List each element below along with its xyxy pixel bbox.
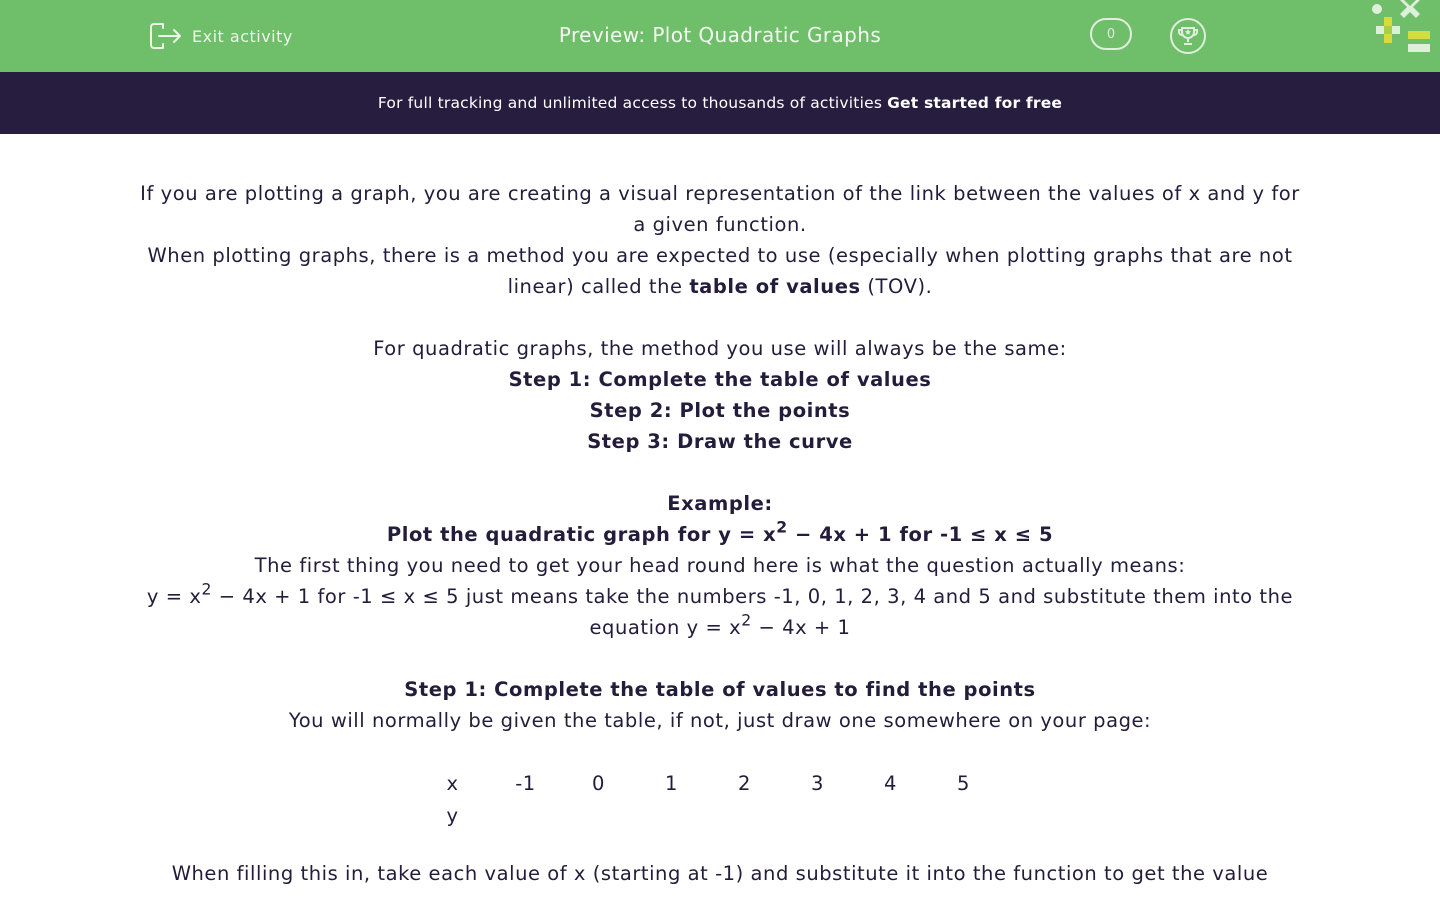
x-value: 3 — [811, 771, 824, 795]
step-3: Step 3: Draw the curve — [587, 430, 853, 453]
top-bar — [0, 0, 1440, 72]
exit-label: Exit activity — [192, 26, 293, 46]
x-label: x — [446, 771, 459, 795]
text: When plotting graphs, there is a method you are expected to use (especially when plotting graphs that are not linear) called the — [147, 244, 1293, 298]
step-2: Step 2: Plot the points — [589, 399, 851, 422]
y-label: y — [446, 803, 459, 827]
text: (TOV). — [867, 275, 933, 298]
page-title: Preview: Plot Quadratic Graphs — [558, 23, 882, 47]
step-1: Step 1: Complete the table of values — [508, 368, 932, 391]
y-row — [416, 799, 1000, 831]
text: Plot the quadratic graph for y = x — [386, 523, 777, 546]
x-value: -1 — [515, 771, 536, 795]
x-value: 1 — [665, 771, 678, 795]
superscript: 2 — [741, 611, 752, 630]
step-1-heading: Step 1: Complete the table of values to find the points — [404, 678, 1036, 701]
score-badge: 0 — [1090, 18, 1132, 50]
table-of-values — [416, 767, 1000, 831]
text: − 4x + 1 for -1 ≤ x ≤ 5 just means take the numbers -1, 0, 1, 2, 3, 4 and 5 and substitute them into the equation y = x — [211, 585, 1294, 639]
intro-paragraph: If you are plotting a graph, you are creating a visual representation of the link between the values of x and y for a given function. — [140, 182, 1300, 236]
table-instruction: You will normally be given the table, if not, just draw one somewhere on your page: — [288, 709, 1152, 732]
superscript: 2 — [776, 518, 788, 537]
text: − 4x + 1 for -1 ≤ x ≤ 5 — [787, 523, 1054, 546]
x-value: 2 — [738, 771, 751, 795]
get-started-link[interactable]: Get started for free — [887, 94, 1063, 112]
banner-text: For full tracking and unlimited access to thousands of activities — [377, 94, 883, 112]
filling-instruction: When filling this in, take each value of x (starting at -1) and substitute it into the function to get the value — [171, 862, 1269, 885]
lesson-content — [140, 134, 1300, 889]
quadratic-method-intro: For quadratic graphs, the method you use will always be the same: — [373, 337, 1067, 360]
signup-banner — [0, 72, 1440, 134]
x-value: 0 — [592, 771, 605, 795]
explanation-paragraph: The first thing you need to get your head round here is what the question actually means: — [254, 554, 1186, 577]
x-value: 5 — [957, 771, 970, 795]
example-heading: Example: — [667, 492, 773, 515]
emphasis: table of values — [689, 275, 861, 298]
brand-logo — [1366, 0, 1440, 56]
method-paragraph — [140, 240, 1300, 302]
text: y = x — [146, 585, 202, 608]
example-question — [386, 518, 1054, 546]
text: − 4x + 1 — [751, 616, 851, 639]
substitution-paragraph — [140, 581, 1300, 643]
x-row — [416, 767, 1000, 799]
superscript: 2 — [201, 580, 212, 599]
x-value: 4 — [884, 771, 897, 795]
trophy-button[interactable] — [1170, 18, 1206, 54]
trophy-icon — [1177, 25, 1199, 47]
